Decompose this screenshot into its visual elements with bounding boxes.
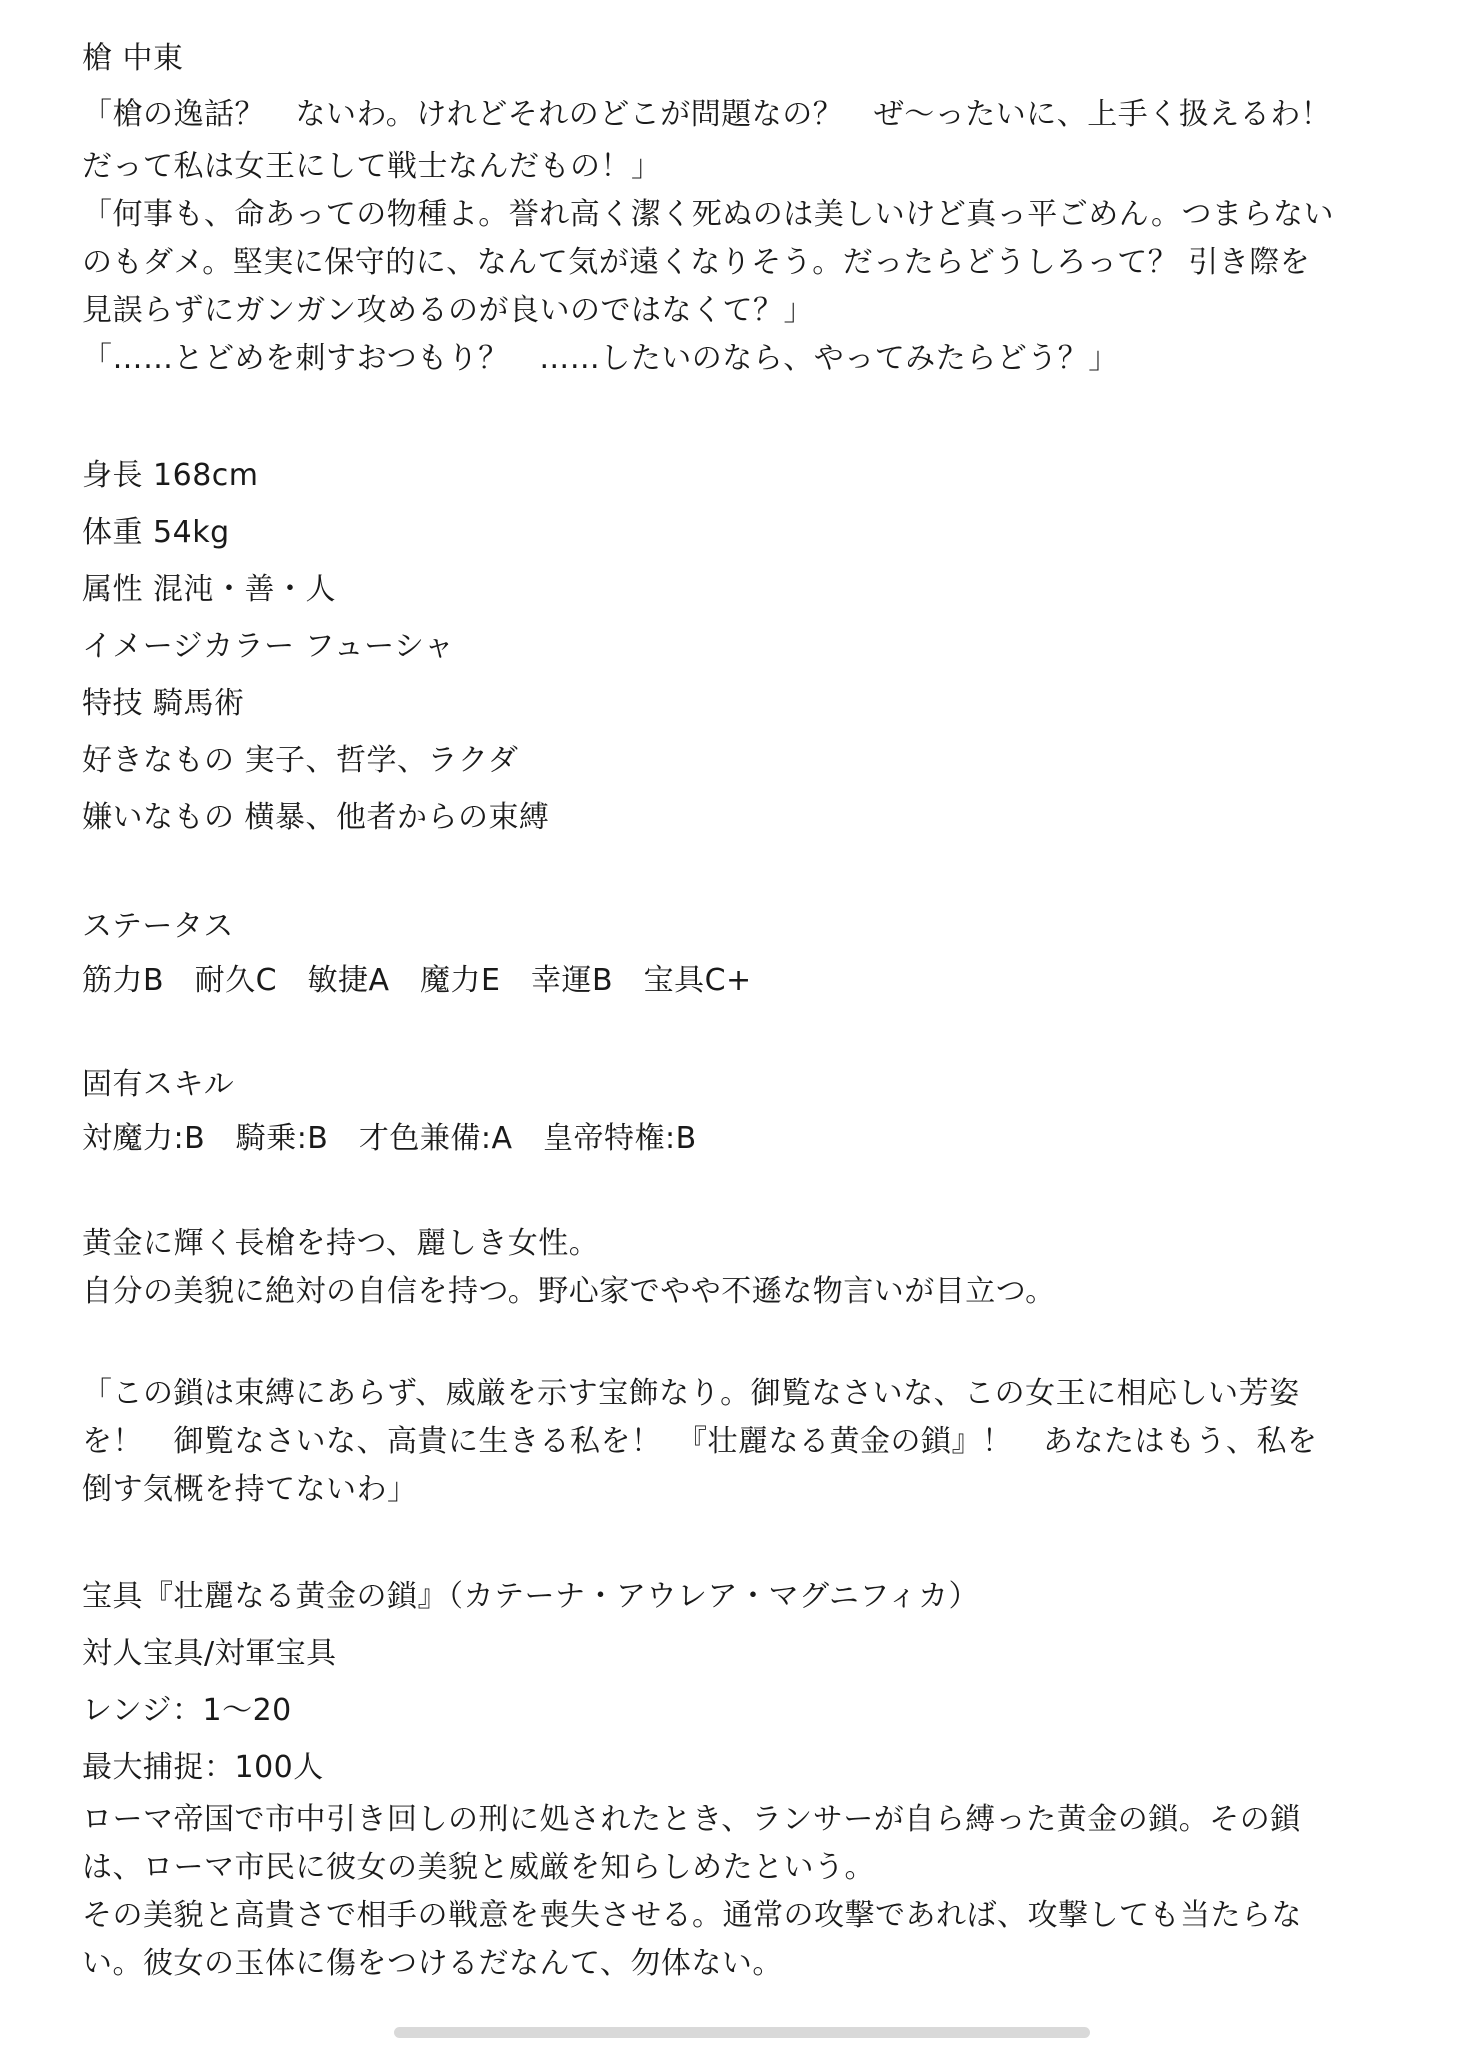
- description-line: 自分の美貌に絶対の自信を持つ。野心家でやや不遜な物言いが目立つ。: [82, 1274, 1056, 1309]
- spacer: [82, 1008, 1402, 1058]
- horizontal-scrollbar[interactable]: [394, 2027, 1090, 2038]
- profile-image-color: イメージカラー フューシャ: [82, 629, 455, 664]
- page-title: 槍 中東: [82, 41, 184, 76]
- profile-likes: 好きなもの 実子、哲学、ラクダ: [82, 743, 519, 778]
- quote-line: 「何事も、命あっての物種よ。誉れ高く潔く死ぬのは美しいけど真っ平ごめん。つまらない: [82, 197, 1334, 232]
- np-body-line: い。彼女の玉体に傷をつけるだなんて、勿体ない。: [82, 1946, 783, 1981]
- quote-line: だって私は女王にして戦士なんだもの！」: [82, 149, 662, 184]
- profile-height: 身長 168cm: [82, 458, 259, 493]
- skills-heading: 固有スキル: [82, 1067, 235, 1102]
- np-body-line: ローマ帝国で市中引き回しの刑に処されたとき、ランサーが自ら縛った黄金の鎖。その鎖: [82, 1802, 1301, 1837]
- profile-dislikes: 嫌いなもの 横暴、他者からの束縛: [82, 800, 550, 835]
- spacer: [82, 383, 1402, 447]
- skills-section: [82, 1058, 1402, 1166]
- spacer: [82, 1166, 1402, 1220]
- spacer: [82, 846, 1402, 900]
- np-max-targets: 最大捕捉：100人: [82, 1750, 324, 1785]
- np-quote-line: 「この鎖は束縛にあらず、威厳を示す宝飾なり。御覧なさいな、この女王に相応しい芳姿: [82, 1376, 1300, 1411]
- np-body-line: は、ローマ市民に彼女の美貌と威厳を知らしめたという。: [82, 1850, 875, 1885]
- spacer: [82, 1316, 1402, 1370]
- quote-line: 「……とどめを刺すおつもり？ ……したいのなら、やってみたらどう？」: [82, 341, 1119, 376]
- np-type: 対人宝具/対軍宝具: [82, 1636, 337, 1671]
- skills-values: 対魔力:B 騎乗:B 才色兼備:A 皇帝特権:B: [82, 1121, 697, 1156]
- np-name: 宝具『壮麗なる黄金の鎖』（カテーナ・アウレア・マグニフィカ）: [82, 1579, 979, 1614]
- quote-line: 「槍の逸話？ ないわ。けれどそれのどこが問題なの？ ぜ〜ったいに、上手く扱えるわ！: [82, 97, 1332, 132]
- np-quote-line: を！ 御覧なさいな、高貴に生きる私を！ 『壮麗なる黄金の鎖』！ あなたはもう、私を: [82, 1424, 1318, 1459]
- quotes-section: [82, 87, 1402, 383]
- profile-section: [82, 447, 1402, 846]
- quote-line: のもダメ。堅実に保守的に、なんて気が遠くなりそう。だったらどうしろって？ 引き際を: [82, 245, 1311, 280]
- spacer: [82, 1514, 1402, 1568]
- document-body: [82, 30, 1402, 1988]
- description-line: 黄金に輝く長槍を持つ、麗しき女性。: [82, 1226, 600, 1261]
- quote-line: 見誤らずにガンガン攻めるのが良いのではなくて？」: [82, 293, 814, 328]
- profile-weight: 体重 54kg: [82, 515, 230, 550]
- np-range: レンジ：1〜20: [82, 1693, 292, 1728]
- np-body-line: その美貌と高貴さで相手の戦意を喪失させる。通常の攻撃であれば、攻撃しても当たらな: [82, 1898, 1302, 1933]
- status-values: 筋力B 耐久C 敏捷A 魔力E 幸運B 宝具C+: [82, 963, 752, 998]
- description-section: [82, 1220, 1402, 1316]
- profile-special-skill: 特技 騎馬術: [82, 686, 245, 721]
- np-quote-line: 倒す気概を持てないわ」: [82, 1472, 418, 1507]
- status-section: [82, 900, 1402, 1008]
- profile-alignment: 属性 混沌・善・人: [82, 572, 337, 607]
- noble-phantasm-section: [82, 1568, 1402, 1988]
- np-quote-section: [82, 1370, 1402, 1514]
- status-heading: ステータス: [82, 909, 234, 944]
